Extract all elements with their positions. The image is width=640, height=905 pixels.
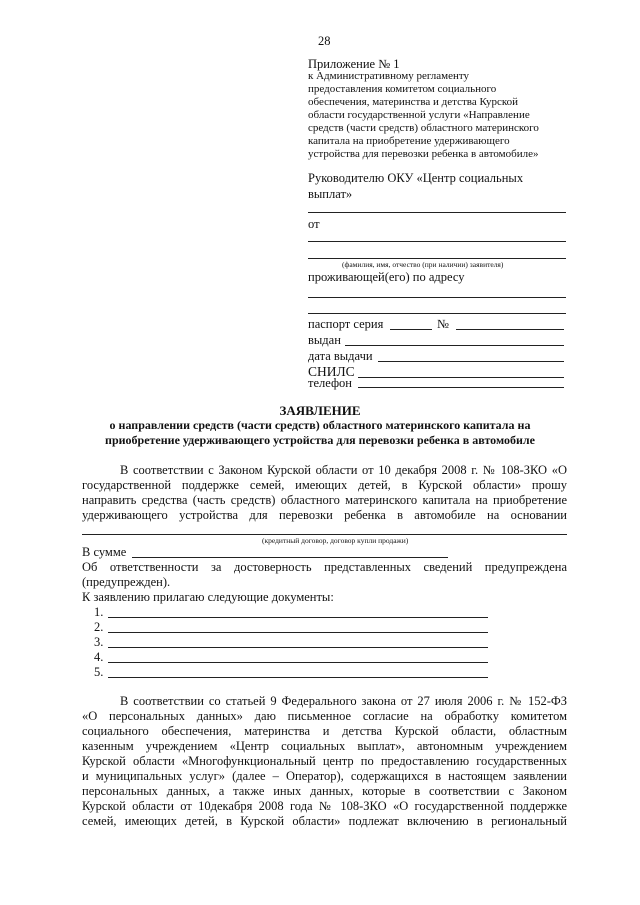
basis-caption: (кредитный договор, договор купли продажи) xyxy=(262,536,409,545)
addressee-line-1: Руководителю ОКУ «Центр социальных xyxy=(308,171,524,185)
attach-label: К заявлению прилагаю следующие документы: xyxy=(82,590,334,604)
from-label: от xyxy=(308,217,320,231)
snils-field[interactable] xyxy=(358,377,564,378)
name-caption: (фамилия, имя, отчество (при наличии) заявителя) xyxy=(342,260,504,269)
doc-field-3[interactable] xyxy=(108,647,488,648)
doc-number: 1. xyxy=(94,605,104,619)
address-field-1[interactable] xyxy=(308,297,566,298)
sum-field[interactable] xyxy=(132,557,448,558)
basis-field[interactable] xyxy=(82,534,567,535)
appendix-title: Приложение № 1 xyxy=(308,57,400,71)
doc-field-1[interactable] xyxy=(108,617,488,618)
responsibility-line-1: Об ответственности за достоверность представленных сведений предупреждена xyxy=(82,560,567,574)
appendix-line: обеспечения, материнства и детства Курской xyxy=(308,96,519,108)
consent-line: казенным учреждением «Центр социальных выплат», автономным учреждением xyxy=(82,739,567,753)
consent-line: социального обеспечения, материнства и детства Курской области, областным xyxy=(82,724,567,738)
snils-label: СНИЛС xyxy=(308,364,355,379)
phone-label: телефон xyxy=(308,376,352,390)
applicant-name-field-2[interactable] xyxy=(308,258,566,259)
appendix-line: области государственной услуги «Направление xyxy=(308,109,530,121)
passport-series-field[interactable] xyxy=(390,329,432,330)
p1-line: направить средства (часть средств) областного материнского капитала на приобретение xyxy=(82,493,567,507)
passport-number-label: № xyxy=(437,317,449,331)
doc-number: 2. xyxy=(94,620,104,634)
consent-line: «О персональных данных» даю письменное согласие на обработку комитетом xyxy=(82,709,567,723)
doc-number: 5. xyxy=(94,665,104,679)
appendix-line: устройства для перевозки ребенка в автомобиле» xyxy=(308,148,539,160)
addressee-line-2: выплат» xyxy=(308,187,353,201)
passport-number-field[interactable] xyxy=(456,329,564,330)
consent-line: семей, имеющих детей, в Курской области» подлежат включению в региональный xyxy=(82,814,567,828)
consent-line: персональных данных, а также иных данных, которые в соответствии с Законом xyxy=(82,784,567,798)
statement-subtitle-1: о направлении средств (части средств) областного материнского капитала на xyxy=(109,418,531,432)
appendix-line: к Административному регламенту xyxy=(308,70,470,82)
consent-line: В соответствии со статьей 9 Федерального закона от 27 июля 2006 г. № 152-ФЗ xyxy=(120,694,567,708)
issue-date-label: дата выдачи xyxy=(308,349,373,363)
appendix-line: капитала на приобретение удерживающего xyxy=(308,135,510,147)
sum-label: В сумме xyxy=(82,545,127,559)
consent-line: и муниципальных услуг» (далее – Оператор), содержащихся в настоящем заявлении xyxy=(82,769,567,783)
page-number: 28 xyxy=(318,34,331,48)
consent-line: Курской области «Многофункциональный центр по предоставлению государственных xyxy=(82,754,567,768)
issued-label: выдан xyxy=(308,333,341,347)
doc-field-5[interactable] xyxy=(108,677,488,678)
appendix-line: средств (части средств) областного материнского xyxy=(308,122,539,134)
issue-date-field[interactable] xyxy=(378,361,564,362)
doc-number: 4. xyxy=(94,650,104,664)
passport-series-label: паспорт серия xyxy=(308,317,384,331)
issued-field[interactable] xyxy=(345,345,564,346)
applicant-name-field[interactable] xyxy=(308,241,566,242)
p1-line: В соответствии с Законом Курской области от 10 декабря 2008 г. № 108-ЗКО «О xyxy=(120,463,567,477)
appendix-reference xyxy=(308,70,568,161)
doc-field-2[interactable] xyxy=(108,632,488,633)
consent-line: Курской области от 10декабря 2008 года № 108-ЗКО «О государственной поддержке xyxy=(82,799,567,813)
statement-title: ЗАЯВЛЕНИЕ xyxy=(279,403,361,418)
address-field-2[interactable] xyxy=(308,313,566,314)
responsibility-line-2: (предупрежден). xyxy=(82,575,171,589)
address-label: проживающей(его) по адресу xyxy=(308,270,465,284)
p1-line: государственной поддержке семей, имеющих детей, в Курской области» прошу xyxy=(82,478,567,492)
p1-line: удерживающего устройства для перевозки ребенка в автомобиле на основании xyxy=(82,508,567,522)
statement-subtitle-2: приобретение удерживающего устройства для перевозки ребенка в автомобиле xyxy=(105,433,535,447)
phone-field[interactable] xyxy=(358,387,564,388)
doc-field-4[interactable] xyxy=(108,662,488,663)
doc-number: 3. xyxy=(94,635,104,649)
addressee-underline[interactable] xyxy=(308,212,566,213)
appendix-line: предоставления комитетом социального xyxy=(308,83,497,95)
